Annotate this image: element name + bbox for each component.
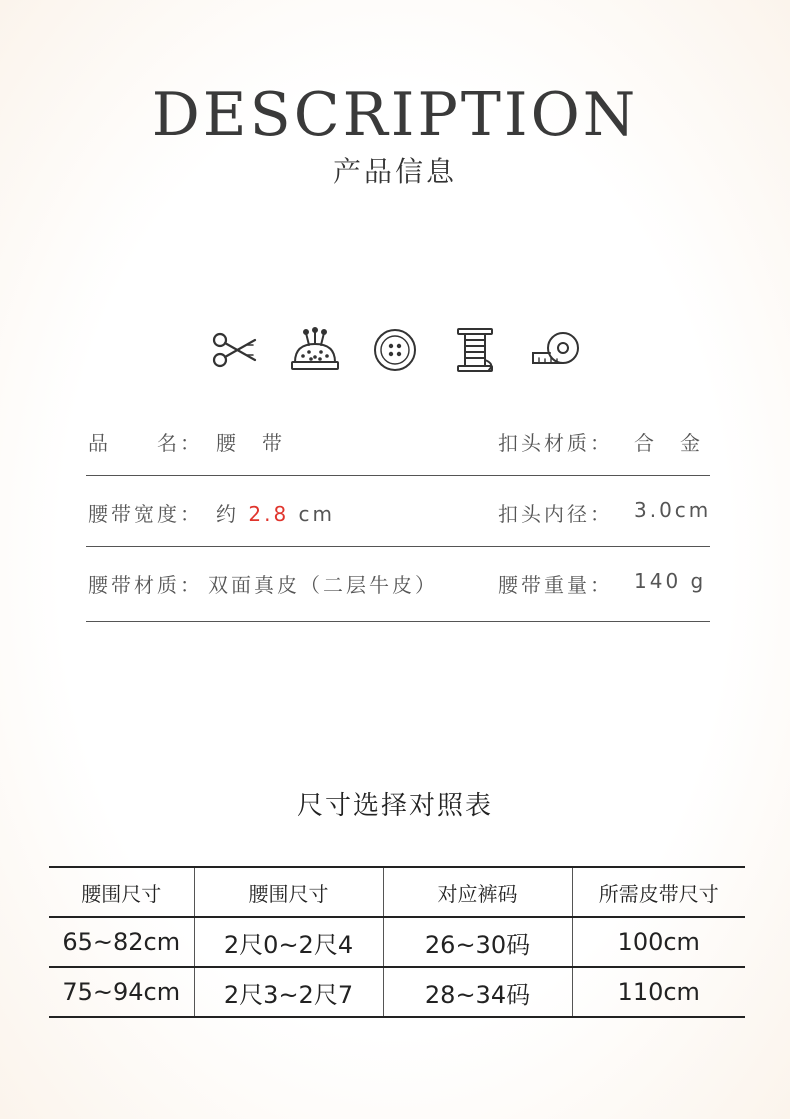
header-belt-length: 所需皮带尺寸: [572, 867, 745, 917]
header-waist-chi: 腰围尺寸: [194, 867, 383, 917]
thread-spool-icon: [449, 324, 501, 376]
product-info-table: [86, 405, 710, 622]
title-chinese: 产品信息: [332, 155, 457, 188]
pin-cushion-icon: [289, 324, 341, 376]
belt-width-number: 2.8: [248, 502, 290, 526]
table-cell: 110cm: [572, 967, 745, 1017]
name-value: 腰 带: [216, 431, 285, 455]
belt-weight-label: 腰带重量：: [498, 573, 613, 597]
buckle-inner-diameter-value: 3.0cm: [634, 498, 712, 522]
tape-measure-icon: [529, 324, 581, 376]
buckle-material-label: 扣头材质：: [498, 431, 613, 455]
header-pants-size: 对应裤码: [383, 867, 572, 917]
table-header-row: [49, 867, 745, 917]
title-english: DESCRIPTION: [151, 80, 639, 150]
belt-width-prefix: 约: [216, 502, 249, 526]
table-row: [49, 967, 745, 1017]
size-chart-table: [49, 866, 745, 1018]
belt-material-label: 腰带材质：: [88, 573, 203, 597]
table-cell: 75~94cm: [49, 967, 194, 1017]
button-icon: [369, 324, 421, 376]
buckle-inner-diameter-label: 扣头内径：: [498, 502, 613, 526]
belt-width-value: [216, 498, 335, 527]
table-cell: 26~30码: [383, 917, 572, 967]
table-cell: 28~34码: [383, 967, 572, 1017]
info-row: [86, 547, 710, 622]
info-row: [86, 476, 710, 547]
table-cell: 2尺0~2尺4: [194, 917, 383, 967]
table-cell: 100cm: [572, 917, 745, 967]
scissors-icon: [209, 324, 261, 376]
info-row: [86, 405, 710, 476]
icon-row: [0, 324, 790, 376]
belt-material-value: 双面真皮（二层牛皮）: [208, 573, 438, 597]
table-row: [49, 917, 745, 967]
table-cell: 65~82cm: [49, 917, 194, 967]
belt-width-unit: cm: [289, 502, 336, 526]
buckle-material-value: 合 金: [634, 431, 703, 455]
belt-weight-value: 140 g: [634, 569, 707, 593]
belt-width-label: 腰带宽度：: [88, 502, 203, 526]
size-chart-title: 尺寸选择对照表: [296, 791, 493, 821]
header-waist-cm: 腰围尺寸: [49, 867, 194, 917]
name-label: 品 名：: [88, 431, 203, 455]
table-cell: 2尺3~2尺7: [194, 967, 383, 1017]
